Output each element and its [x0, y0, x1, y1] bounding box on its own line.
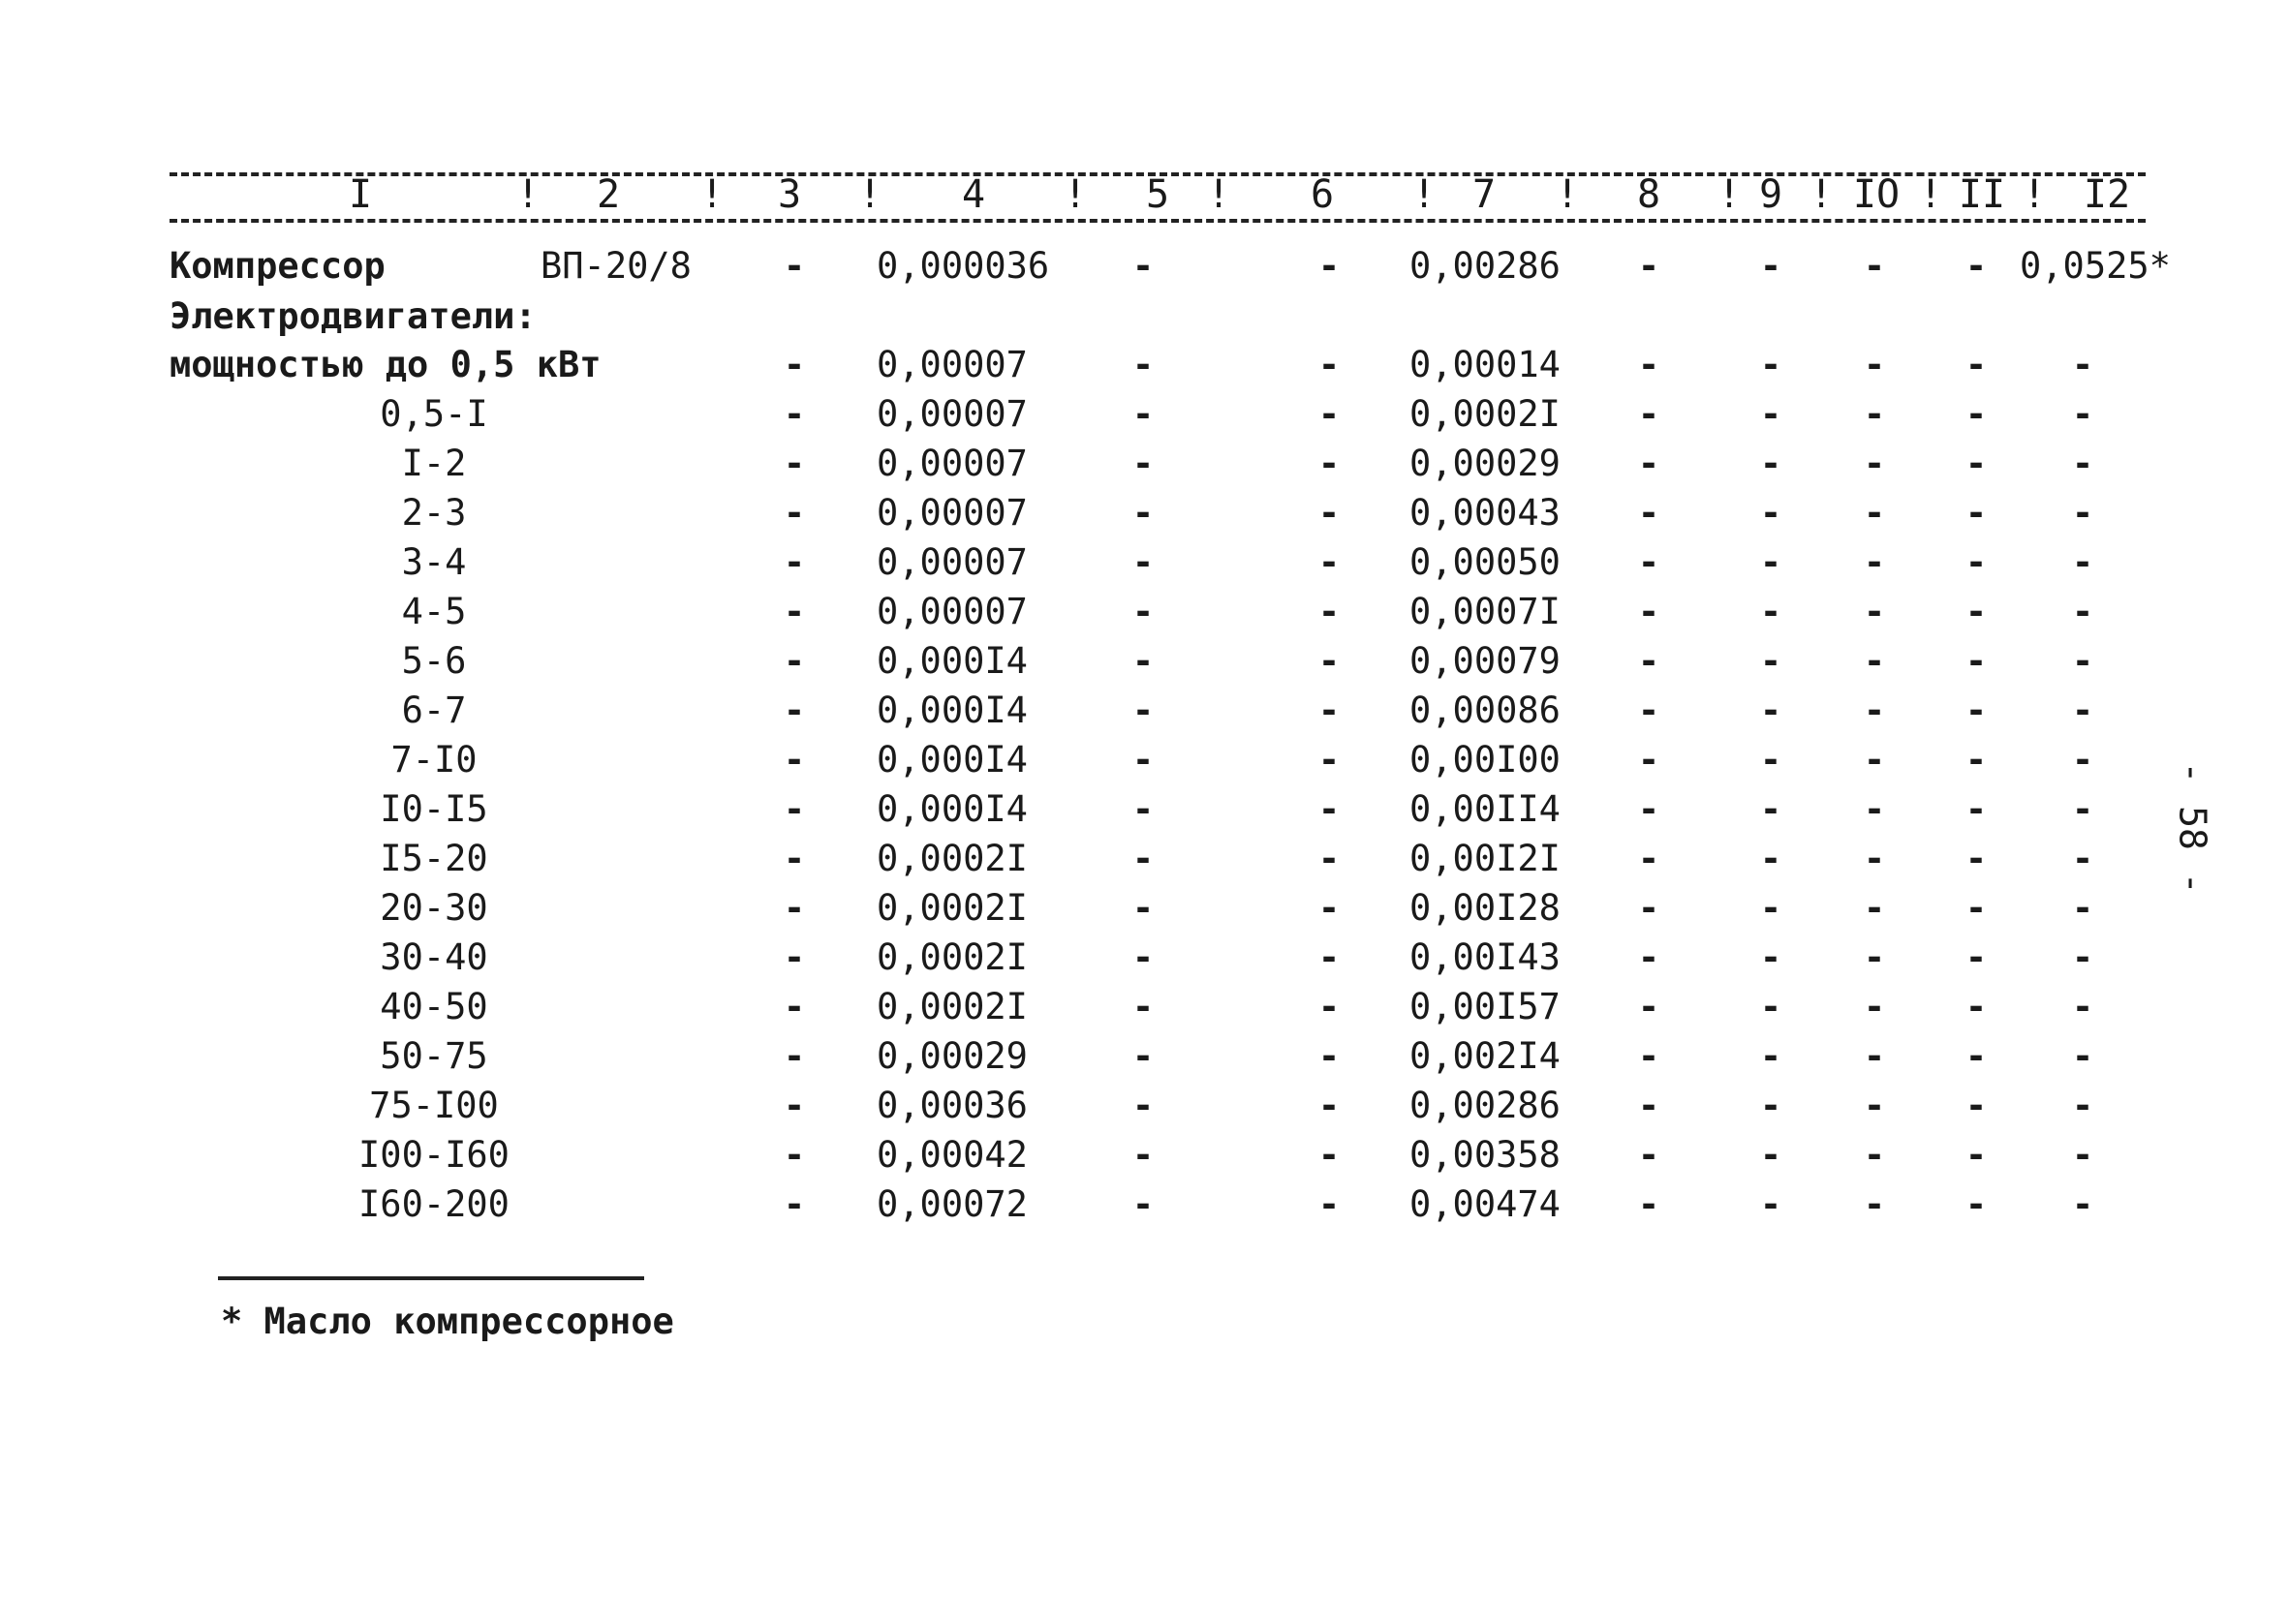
header-separator: ! — [1411, 172, 1437, 217]
table-row — [0, 785, 2289, 834]
row-col3: - — [783, 591, 806, 632]
row-col11: - — [1964, 1183, 1988, 1225]
row-col4: 0,0002I — [877, 986, 1028, 1027]
footnote-rule — [218, 1276, 644, 1280]
row-col4: 0,000I4 — [877, 788, 1028, 830]
row-col10: - — [1863, 541, 1886, 583]
section-title: Электродвигатели: — [170, 295, 537, 337]
row-range: 3-4 — [401, 541, 467, 583]
row-col5: - — [1131, 541, 1155, 583]
row-range: I5-20 — [380, 838, 488, 879]
header-col-2: 2 — [596, 172, 621, 217]
row-col5: - — [1131, 640, 1155, 682]
row-col4: 0,0002I — [877, 936, 1028, 978]
row-col3: - — [783, 1035, 806, 1077]
row-col7: 0,00286 — [1409, 1085, 1561, 1126]
row-range: 7-I0 — [390, 739, 478, 781]
row-col8: - — [1637, 739, 1660, 781]
row-col7: 0,00086 — [1409, 689, 1561, 731]
row-col11: - — [1964, 1085, 1988, 1126]
compressor-model: ВП-20/8 — [541, 245, 692, 287]
row-label: мощностью до 0,5 кВт — [170, 344, 602, 385]
row-col6: - — [1317, 1134, 1341, 1176]
row-col9: - — [1759, 492, 1782, 534]
row-col3: - — [783, 788, 806, 830]
row-col6: - — [1317, 640, 1341, 682]
row-col11: - — [1964, 689, 1988, 731]
row-col9: - — [1759, 739, 1782, 781]
row-col11: - — [1964, 838, 1988, 879]
row-col8: - — [1637, 492, 1660, 534]
footnote: * Масло компрессорное — [221, 1301, 674, 1342]
table-row — [0, 687, 2289, 735]
row-col12: - — [2071, 640, 2094, 682]
table-row — [0, 1032, 2289, 1081]
compressor-name: Компрессор — [170, 245, 386, 287]
header-col-9: 9 — [1758, 172, 1783, 217]
row-col5: - — [1131, 1183, 1155, 1225]
row-col3: - — [783, 1085, 806, 1126]
row-col7: 0,002I4 — [1409, 1035, 1561, 1077]
row-col12: - — [2071, 986, 2094, 1027]
row-col3: - — [783, 393, 806, 435]
row-range: 6-7 — [401, 689, 467, 731]
row-col5: - — [1131, 739, 1155, 781]
row-col11: - — [1964, 640, 1988, 682]
row-col8: - — [1637, 344, 1660, 385]
row-col8: - — [1637, 591, 1660, 632]
row-col11: - — [1964, 986, 1988, 1027]
row-col11: - — [1964, 1035, 1988, 1077]
row-col6: - — [1317, 689, 1341, 731]
row-col9: - — [1759, 443, 1782, 484]
header-col-1: I — [348, 172, 373, 217]
table-row — [0, 341, 2289, 389]
row-col12: - — [2071, 887, 2094, 929]
row-col12: - — [2071, 838, 2094, 879]
table-row — [0, 835, 2289, 883]
row-col3: - — [783, 640, 806, 682]
table-row — [0, 390, 2289, 439]
row-col4: 0,000I4 — [877, 689, 1028, 731]
row-col8: - — [1637, 936, 1660, 978]
row-col3: - — [783, 689, 806, 731]
row-col12: - — [2071, 591, 2094, 632]
row-col3: - — [783, 344, 806, 385]
row-col5: - — [1131, 344, 1155, 385]
row-col11: - — [1964, 492, 1988, 534]
row-range: 2-3 — [401, 492, 467, 534]
row-col6: - — [1317, 1085, 1341, 1126]
header-col-8: 8 — [1636, 172, 1661, 217]
header-col-6: 6 — [1310, 172, 1335, 217]
row-col10: - — [1863, 591, 1886, 632]
row-col4: 0,0002I — [877, 887, 1028, 929]
header-col-12: I2 — [2083, 172, 2131, 217]
row-col6: - — [1317, 887, 1341, 929]
table-row — [0, 736, 2289, 784]
row-col3: - — [783, 936, 806, 978]
header-col-10: IO — [1852, 172, 1901, 217]
row-col3: - — [783, 838, 806, 879]
row-col8: - — [1637, 1085, 1660, 1126]
row-col10: - — [1863, 936, 1886, 978]
row-col7: 0,00474 — [1409, 1183, 1561, 1225]
row-col4: 0,00072 — [877, 1183, 1028, 1225]
row-col5: - — [1131, 689, 1155, 731]
row-col10: - — [1863, 640, 1886, 682]
table-row — [0, 489, 2289, 537]
compressor-col5: - — [1131, 245, 1155, 287]
compressor-col3: - — [783, 245, 806, 287]
compressor-col4: 0,000036 — [877, 245, 1050, 287]
row-col6: - — [1317, 541, 1341, 583]
row-col5: - — [1131, 1134, 1155, 1176]
row-col10: - — [1863, 739, 1886, 781]
table-row — [0, 637, 2289, 686]
row-col4: 0,00036 — [877, 1085, 1028, 1126]
table-row — [0, 983, 2289, 1031]
row-col12: - — [2071, 1134, 2094, 1176]
compressor-col8: - — [1637, 245, 1660, 287]
row-col11: - — [1964, 443, 1988, 484]
row-col10: - — [1863, 986, 1886, 1027]
table-row — [0, 884, 2289, 933]
row-col7: 0,00358 — [1409, 1134, 1561, 1176]
compressor-col12: 0,0525* — [2020, 245, 2171, 287]
row-col11: - — [1964, 541, 1988, 583]
row-col3: - — [783, 1134, 806, 1176]
table-row — [0, 1082, 2289, 1130]
row-col9: - — [1759, 591, 1782, 632]
row-col8: - — [1637, 541, 1660, 583]
row-col6: - — [1317, 1035, 1341, 1077]
row-col7: 0,00079 — [1409, 640, 1561, 682]
row-col8: - — [1637, 986, 1660, 1027]
row-col12: - — [2071, 689, 2094, 731]
row-col11: - — [1964, 739, 1988, 781]
row-col4: 0,00007 — [877, 492, 1028, 534]
table-row — [0, 1131, 2289, 1180]
row-col8: - — [1637, 838, 1660, 879]
row-col9: - — [1759, 788, 1782, 830]
row-col6: - — [1317, 443, 1341, 484]
row-col9: - — [1759, 640, 1782, 682]
table-row — [0, 440, 2289, 488]
row-col3: - — [783, 541, 806, 583]
header-separator: ! — [1063, 172, 1088, 217]
row-col9: - — [1759, 1134, 1782, 1176]
row-range: 20-30 — [380, 887, 488, 929]
header-separator: ! — [699, 172, 725, 217]
row-col10: - — [1863, 788, 1886, 830]
compressor-col9: - — [1759, 245, 1782, 287]
row-col7: 0,00I43 — [1409, 936, 1561, 978]
table-row — [0, 588, 2289, 636]
row-col9: - — [1759, 986, 1782, 1027]
row-col12: - — [2071, 541, 2094, 583]
row-col5: - — [1131, 887, 1155, 929]
row-col5: - — [1131, 788, 1155, 830]
row-col5: - — [1131, 591, 1155, 632]
row-col10: - — [1863, 689, 1886, 731]
row-range: I00-I60 — [358, 1134, 510, 1176]
header-separator: ! — [1809, 172, 1834, 217]
row-col4: 0,00007 — [877, 541, 1028, 583]
row-col4: 0,00007 — [877, 344, 1028, 385]
row-col4: 0,00007 — [877, 443, 1028, 484]
row-col4: 0,0002I — [877, 838, 1028, 879]
row-col10: - — [1863, 887, 1886, 929]
row-col9: - — [1759, 393, 1782, 435]
row-col10: - — [1863, 393, 1886, 435]
row-col3: - — [783, 492, 806, 534]
row-range: 4-5 — [401, 591, 467, 632]
header-col-3: 3 — [777, 172, 802, 217]
row-range: 40-50 — [380, 986, 488, 1027]
row-col7: 0,00II4 — [1409, 788, 1561, 830]
row-col8: - — [1637, 443, 1660, 484]
header-separator: ! — [1206, 172, 1231, 217]
row-range: 75-I00 — [369, 1085, 499, 1126]
row-col10: - — [1863, 1085, 1886, 1126]
header-col-7: 7 — [1471, 172, 1497, 217]
header-col-11: II — [1958, 172, 2006, 217]
row-col12: - — [2071, 1183, 2094, 1225]
row-col4: 0,00029 — [877, 1035, 1028, 1077]
row-col11: - — [1964, 344, 1988, 385]
row-col6: - — [1317, 393, 1341, 435]
row-col6: - — [1317, 936, 1341, 978]
row-range: I60-200 — [358, 1183, 510, 1225]
row-col4: 0,00042 — [877, 1134, 1028, 1176]
row-col4: 0,00007 — [877, 393, 1028, 435]
row-col8: - — [1637, 1134, 1660, 1176]
row-col8: - — [1637, 640, 1660, 682]
row-col6: - — [1317, 739, 1341, 781]
row-col5: - — [1131, 393, 1155, 435]
row-col7: 0,00I00 — [1409, 739, 1561, 781]
header-separator: ! — [2022, 172, 2047, 217]
row-range: 30-40 — [380, 936, 488, 978]
row-col5: - — [1131, 443, 1155, 484]
header-separator: ! — [1717, 172, 1742, 217]
row-col10: - — [1863, 344, 1886, 385]
table-row — [0, 934, 2289, 982]
row-col10: - — [1863, 1035, 1886, 1077]
header-separator: ! — [1555, 172, 1580, 217]
row-col8: - — [1637, 1183, 1660, 1225]
row-col11: - — [1964, 936, 1988, 978]
row-col12: - — [2071, 936, 2094, 978]
row-range: 50-75 — [380, 1035, 488, 1077]
row-col11: - — [1964, 591, 1988, 632]
row-col10: - — [1863, 838, 1886, 879]
row-col7: 0,00043 — [1409, 492, 1561, 534]
row-col10: - — [1863, 443, 1886, 484]
row-col8: - — [1637, 887, 1660, 929]
compressor-col10: - — [1863, 245, 1886, 287]
row-col12: - — [2071, 443, 2094, 484]
row-range: I0-I5 — [380, 788, 488, 830]
row-col12: - — [2071, 492, 2094, 534]
row-col7: 0,0007I — [1409, 591, 1561, 632]
row-range: I-2 — [401, 443, 467, 484]
row-col12: - — [2071, 1085, 2094, 1126]
row-col5: - — [1131, 1035, 1155, 1077]
row-col9: - — [1759, 689, 1782, 731]
row-col3: - — [783, 443, 806, 484]
row-col9: - — [1759, 344, 1782, 385]
row-col6: - — [1317, 986, 1341, 1027]
row-col9: - — [1759, 887, 1782, 929]
row-col6: - — [1317, 591, 1341, 632]
row-col7: 0,00050 — [1409, 541, 1561, 583]
row-col10: - — [1863, 492, 1886, 534]
header-dashed-rule-bottom — [170, 219, 2146, 223]
row-col12: - — [2071, 1035, 2094, 1077]
row-col6: - — [1317, 492, 1341, 534]
row-col5: - — [1131, 838, 1155, 879]
row-col7: 0,00I57 — [1409, 986, 1561, 1027]
row-col6: - — [1317, 838, 1341, 879]
row-col9: - — [1759, 936, 1782, 978]
page-number: - 58 - — [2171, 761, 2214, 895]
row-col12: - — [2071, 788, 2094, 830]
row-col4: 0,000I4 — [877, 739, 1028, 781]
row-col7: 0,00014 — [1409, 344, 1561, 385]
row-col8: - — [1637, 393, 1660, 435]
row-col5: - — [1131, 986, 1155, 1027]
row-col10: - — [1863, 1134, 1886, 1176]
row-col11: - — [1964, 393, 1988, 435]
row-col6: - — [1317, 1183, 1341, 1225]
row-col7: 0,0002I — [1409, 393, 1561, 435]
row-col12: - — [2071, 344, 2094, 385]
row-col11: - — [1964, 788, 1988, 830]
row-col3: - — [783, 739, 806, 781]
row-col5: - — [1131, 1085, 1155, 1126]
row-col7: 0,00I2I — [1409, 838, 1561, 879]
row-col11: - — [1964, 887, 1988, 929]
row-col3: - — [783, 1183, 806, 1225]
header-separator: ! — [515, 172, 541, 217]
compressor-col7: 0,00286 — [1409, 245, 1561, 287]
compressor-col6: - — [1317, 245, 1341, 287]
row-col8: - — [1637, 1035, 1660, 1077]
header-col-4: 4 — [961, 172, 986, 217]
row-col4: 0,00007 — [877, 591, 1028, 632]
row-col7: 0,00I28 — [1409, 887, 1561, 929]
row-col5: - — [1131, 492, 1155, 534]
row-col3: - — [783, 887, 806, 929]
header-separator: ! — [857, 172, 882, 217]
row-col11: - — [1964, 1134, 1988, 1176]
row-col9: - — [1759, 838, 1782, 879]
row-col9: - — [1759, 541, 1782, 583]
compressor-row — [0, 242, 2289, 291]
compressor-col11: - — [1964, 245, 1988, 287]
table-row — [0, 538, 2289, 587]
row-col4: 0,000I4 — [877, 640, 1028, 682]
row-col12: - — [2071, 393, 2094, 435]
row-col8: - — [1637, 788, 1660, 830]
table-row — [0, 1180, 2289, 1229]
row-col6: - — [1317, 344, 1341, 385]
header-col-5: 5 — [1145, 172, 1170, 217]
row-range: 5-6 — [401, 640, 467, 682]
row-range: 0,5-I — [380, 393, 488, 435]
row-col3: - — [783, 986, 806, 1027]
row-col10: - — [1863, 1183, 1886, 1225]
header-separator: ! — [1918, 172, 1943, 217]
row-col8: - — [1637, 689, 1660, 731]
row-col5: - — [1131, 936, 1155, 978]
row-col9: - — [1759, 1035, 1782, 1077]
row-col7: 0,00029 — [1409, 443, 1561, 484]
row-col9: - — [1759, 1085, 1782, 1126]
row-col9: - — [1759, 1183, 1782, 1225]
row-col12: - — [2071, 739, 2094, 781]
row-col6: - — [1317, 788, 1341, 830]
